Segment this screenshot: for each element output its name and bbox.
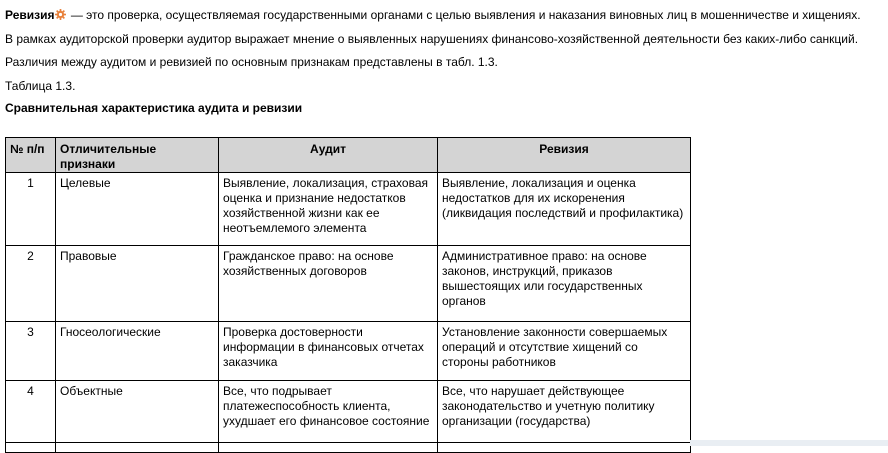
- table-row-partial: [6, 443, 691, 453]
- header-revision: Ревизия: [438, 138, 691, 173]
- row-feature: Объектные: [56, 381, 219, 443]
- page-bottom-bar: [690, 440, 888, 446]
- row-revision: Установление законности совершаемых операций и отсутствие хищений со стороны работников: [438, 322, 691, 381]
- row-number: 2: [6, 246, 56, 322]
- row-feature: [56, 443, 219, 453]
- definition-text: — это проверка, осуществляемая государственными органами с целью выявления и наказания виновных лиц в мошенничестве и хищениях.: [67, 8, 861, 22]
- row-number: 3: [6, 322, 56, 381]
- table-row: [6, 173, 691, 246]
- row-number: 4: [6, 381, 56, 443]
- term-label[interactable]: Ревизия: [5, 8, 55, 22]
- definition-paragraph: [5, 8, 861, 23]
- table-row: [6, 246, 691, 322]
- table-caption: Таблица 1.3.: [5, 79, 76, 93]
- row-revision: Административное право: на основе законов, инструкций, приказов вышестоящих или государственных органов: [438, 246, 691, 322]
- header-feature: Отличительные признаки: [56, 138, 219, 173]
- row-revision: Выявление, локализация и оценка недостатков для их искоренения (ликвидация последствий и профилактика): [438, 173, 691, 246]
- row-revision: [438, 443, 691, 453]
- row-number: 1: [6, 173, 56, 246]
- row-feature: Целевые: [56, 173, 219, 246]
- table-header-row: [6, 138, 691, 173]
- row-number: [6, 443, 56, 453]
- header-audit: Аудит: [219, 138, 438, 173]
- header-number: № п/п: [6, 138, 56, 173]
- row-feature: Гносеологические: [56, 322, 219, 381]
- row-audit: Все, что подрывает платежеспособность клиента, ухудшает его финансовое состояние: [219, 381, 438, 443]
- table-row: [6, 322, 691, 381]
- row-feature: Правовые: [56, 246, 219, 322]
- gear-icon[interactable]: [55, 9, 66, 20]
- comparison-table: [5, 137, 691, 453]
- row-audit: [219, 443, 438, 453]
- row-revision: Все, что нарушает действующее законодательство и учетную политику организации (государства): [438, 381, 691, 443]
- table-row: [6, 381, 691, 443]
- table-title: Сравнительная характеристика аудита и ревизии: [5, 101, 303, 115]
- row-audit: Проверка достоверности информации в финансовых отчетах заказчика: [219, 322, 438, 381]
- row-audit: Гражданское право: на основе хозяйственных договоров: [219, 246, 438, 322]
- differences-paragraph: Различия между аудитом и ревизией по основным признакам представлены в табл. 1.3.: [5, 55, 498, 69]
- audit-opinion-paragraph: В рамках аудиторской проверки аудитор выражает мнение о выявленных нарушениях финансово-хозяйственной деятельности без каких-либо санкций.: [5, 32, 859, 46]
- row-audit: Выявление, локализация, страховая оценка и признание недостатков хозяйственной жизни как ее неотъемлемого элемента: [219, 173, 438, 246]
